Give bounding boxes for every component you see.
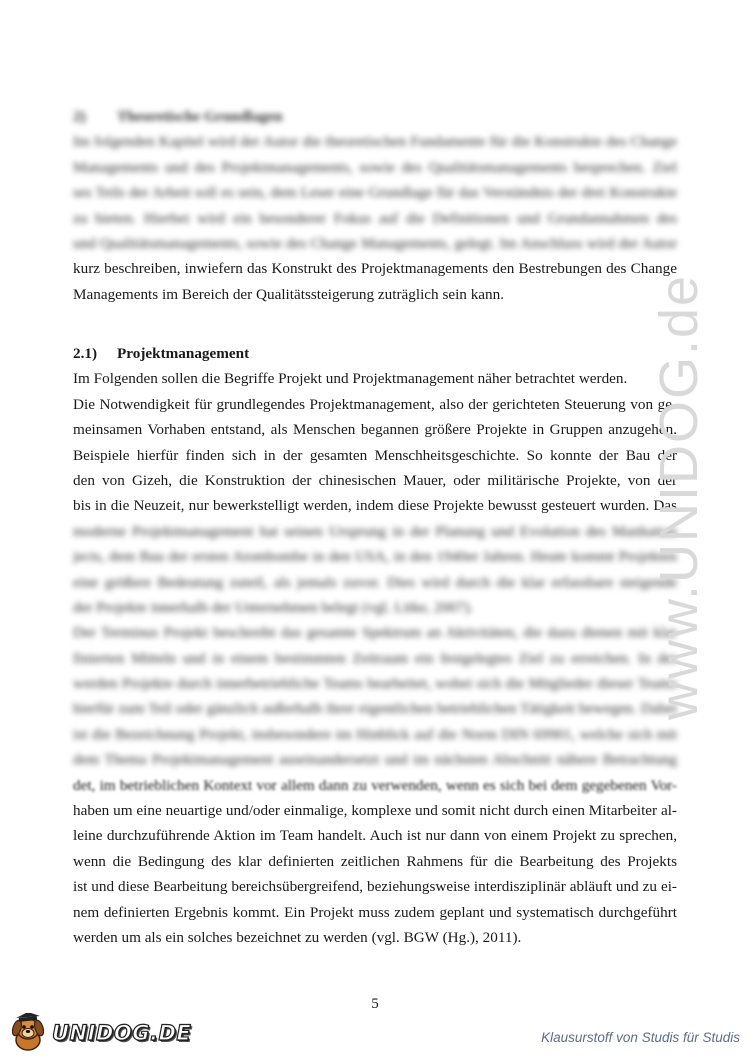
paragraph-line: det, im betrieblichen Kontext vor allem dann zu verwenden, wenn es sich bei dem gegebenen Vor- [73, 776, 677, 794]
paragraph-line: werden Projekte durch innerbetriebliche Teams bearbeitet, wobei sich die Mitglieder dieser Teams [73, 675, 677, 693]
section-theoretical-foundations [73, 104, 677, 307]
paragraph-line: der Projekte innerhalb der Unternehmen belegt (vgl. Litke, 2007). [73, 598, 474, 616]
paragraph-line: ses Teils der Arbeit soll es sein, dem Leser eine Grundlage für das Verständnis der drei Konstrukte [73, 184, 677, 202]
paragraph-line: kurz beschreiben, inwiefern das Konstrukt des Projektmanagements den Bestrebungen des Change [73, 260, 677, 278]
section-heading [73, 104, 677, 129]
paragraph-line: finierten Mitteln und in einem bestimmten Zeitraum ein festgelegtes Ziel zu erreichen. In der [73, 649, 677, 667]
paragraph-line: Beispiele hierfür finden sich in der gesamten Menschheitsgeschichte. So konnte der Bau der [73, 446, 677, 464]
logo-text: UNIDOG.DE [52, 1021, 192, 1045]
paragraph-line: Im Folgenden sollen die Begriffe Projekt und Projektmanagement näher betrachtet werden. [73, 370, 628, 388]
paragraph-line: hierfür zum Teil oder gänzlich außerhalb ihrer eigentlichen betrieblichen Tätigkeit bewegen. Dabei [73, 700, 677, 718]
paragraph-line: Managements und des Projektmanagements, sowie des Qualitätsmanagements besprechen. Ziel [73, 158, 677, 176]
paragraph-line: zu bieten. Hierbei wird ein besonderer Fokus auf die Definitionen und Grundannahmen des [73, 209, 677, 227]
footer-tagline: Klausurstoff von Studis für Studis [541, 1030, 740, 1045]
paragraph-line: leine durchzuführende Aktion im Team handelt. Auch ist nur dann von einem Projekt zu sprechen, [73, 827, 677, 845]
paragraph-line: moderne Projektmanagement hat seinen Ursprung in der Planung und Evolution des Manhattan [73, 522, 677, 540]
paragraph-line: dem Thema Projektmanagement auseinandersetzt und im nächsten Abschnitt nähere Betrachtung [73, 751, 677, 769]
paragraph-line: werden um als ein solches bezeichnet zu werden (vgl. BGW (Hg.), 2011). [73, 928, 522, 946]
paragraph-line: Die Notwendigkeit für grundlegendes Projektmanagement, also der gerichteten Steuerung von ge- [73, 395, 677, 413]
paragraph-line: eine größere Bedeutung zuteil, als jemals zuvor. Dies wird durch die klar erfassbare steigende [73, 573, 677, 591]
paragraph-line: nem definierten Ergebnis kommt. Ein Projekt muss zudem geplant und systematisch durchgeführt [73, 903, 677, 921]
paragraph-line: den von Gizeh, die Konstruktion der chinesischen Mauer, oder militärische Projekte, von der [73, 471, 677, 489]
dog-mascot-icon [6, 1013, 50, 1053]
paragraph-line: Der Terminus Projekt beschreibt das gesamte Spektrum an Aktivitäten, die dazu dienen mit klar [73, 624, 677, 642]
paragraph-line: jects, dem Bau der ersten Atombombe in den USA, in den 1940er Jahren. Heute kommt Projekten [73, 548, 677, 566]
subsection-title: Projektmanagement [117, 345, 250, 362]
paragraph-line: bis in die Neuzeit, nur bewerkstelligt werden, indem diese Projekte bewusst gesteuert wurden. Das [73, 497, 677, 515]
footer-logo[interactable] [6, 1012, 191, 1054]
paragraph-line: und Qualitätsmanagements, sowie des Change Managements, gelegt. Im Anschluss wird der Autor [73, 234, 677, 252]
paragraph-line: wenn die Bedingung des klar definierten zeitlichen Rahmens für die Bearbeitung des Projekts [73, 852, 677, 870]
section-title: Theoretische Grundlagen [117, 108, 283, 125]
section-project-management [73, 341, 677, 950]
paragraph-line: Im folgenden Kapitel wird der Autor die theoretischen Fundamente für die Konstrukte des Change [73, 133, 677, 151]
subsection-number: 2.1) [73, 345, 98, 362]
paragraph-line: ist und diese Bearbeitung bereichsübergreifend, beziehungsweise interdisziplinär abläuft und zu ei- [73, 878, 677, 896]
paragraph-line: Managements im Bereich der Qualitätssteigerung zuträglich sein kann. [73, 285, 505, 303]
watermark: www.UNIDOG.de [649, 273, 709, 720]
paragraph-line: haben um eine neuartige und/oder einmalige, komplexe und somit nicht durch einen Mitarbeiter al- [73, 802, 677, 820]
paragraph-line: meinsamen Vorhaben entstand, als Menschen begannen größere Projekte in Gruppen anzugehen. [73, 421, 677, 439]
subsection-heading [73, 341, 677, 366]
page-number: 5 [371, 996, 379, 1012]
paragraph-line: ist die Bezeichnung Projekt, insbesondere im Hinblick auf die Norm DIN 69901, welche sich mit [73, 725, 677, 743]
section-number: 2) [73, 108, 86, 125]
